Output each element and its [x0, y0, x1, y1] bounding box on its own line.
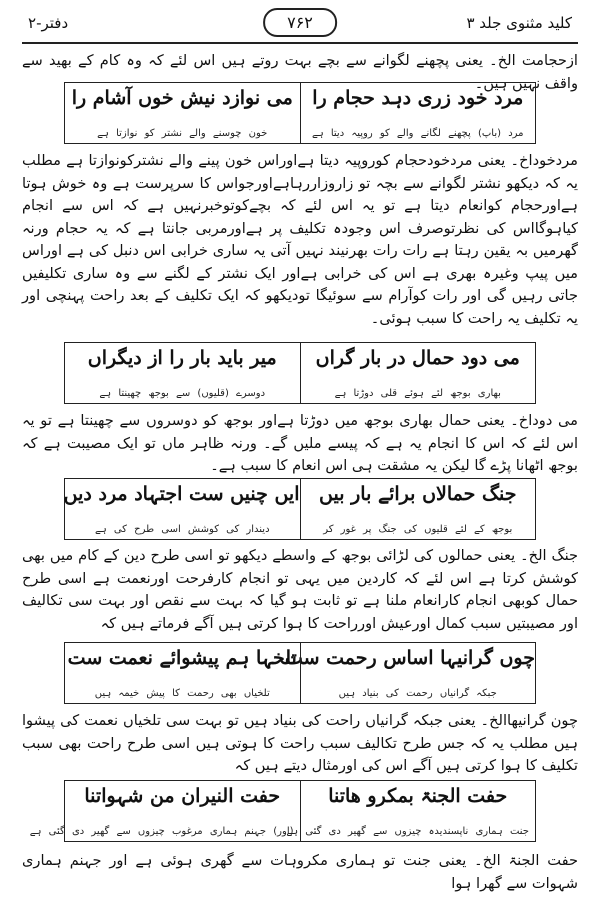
- verse-right-half: [301, 83, 536, 143]
- verse-text: می نوازد نیش خوں آشام را: [71, 87, 293, 109]
- verse-left-half: [65, 643, 301, 703]
- verse-translation: دوسرے (قلیوں) سے بوجھ چھینتا ہے: [99, 388, 266, 399]
- page-header: [22, 8, 578, 44]
- verse-translation: دیندار کی کوشش اسی طرح کی ہے: [94, 524, 270, 535]
- verse-text: می دود حمال در بار گراں: [315, 347, 520, 369]
- paragraph-2: مردخوداخ۔ یعنی مردخودحجام کوروپیہ دیتا ہےاوراس خون پینے والے نشترکونوازتا ہے مطلب یہ کہ دیکھو نشتر لگوانے سے بچہ تو زاروزاررہاہےاورجواس کا سرپرست ہے وہ خوش ہوتا ہےاورحجام کوانعام دیتا ہے تو یہ اس لئے کہ بچےکوتوخبرنہیں ہے کہ اس سے انجام کیاہوگااس کی نظرتوصرف اس وجودہ تکلیف پر ہےاورمربی جانتا ہے کہ یہ حجام ورنہ گھرمیں بہ یقین رہتا ہے رات رات بھرنیند نہیں آتی یہ ساری خرابی اس دنبل کی ہے اوراس میں پیپ وغیرہ بھری ہے اس کی خرابی ہےاور ایک نشتر کے لگنے سے وہ ساری تکلیفیں جاتی رہیں گی اور رات کوآرام سے سوئیگا تودیکھو کہ ایک تکلیف کے بعد راحت پہنچی اور یہ تکلیف یہ راحت کا سبب ہوئی۔: [22, 152, 578, 327]
- verse-couplet-5: [29, 780, 536, 842]
- verse-text: چوں گرانیہا اساس رحمت ست: [284, 647, 535, 669]
- paragraph-4: جنگ الخ۔ یعنی حمالوں کی لڑائی بوجھ کے واسطے دیکھو تو اسی طرح دین کے کام میں بھی کوشش کرتا ہے اس لئے کہ کاردین میں یہی تو انجام کارفرحت اورنعمت ہے اسی طرح حمال کوبھی انجام کارانعام ملنا ہے تو ثابت ہو گیا کہ بہت سے نقص اور بہت سی تکالیف اور مصیبتیں سبب کمال اورعیش اورراحت کا ہوا کرتی ہیں آگے فرماتے ہیں کہ: [22, 547, 578, 632]
- verse-right-half: [301, 479, 536, 539]
- verse-left-half: [65, 479, 301, 539]
- page-number: ۷۶۲: [263, 8, 337, 37]
- verse-translation: جنت ہماری ناپسندیدہ چیزوں سے گھیر دی گئی ہے: [286, 826, 529, 837]
- verse-translation: مرد (باپ) پچھنے لگانے والے کو روپیہ دیتا ہے: [311, 128, 524, 139]
- verse-couplet-2: [64, 342, 536, 404]
- verse-text: تلخہا ہم پیشوائے نعمت ست: [67, 647, 297, 669]
- paragraph-5: چون گرانیهاالخ۔ یعنی جبکہ گرانیاں راحت کی بنیاد ہیں تو بہت سی تلخیاں نعمت کی پیشوا ہیں مطلب یہ کہ جس طرح تکالیف سبب راحت کا ہوتی ہیں اسی طرح راحت بھی سبب تکلیف کا ہوا کرتی ہیں آگے اس کی اورمثال دیتے ہیں کہ: [22, 712, 578, 774]
- verse-right-half: [284, 643, 536, 703]
- verse-translation: بھاری بوجھ لئے ہوئے قلی دوڑتا ہے: [334, 388, 501, 399]
- verse-translation: خون چوسنے والے نشتر کو نوازتا ہے: [97, 128, 268, 139]
- verse-right-half: [286, 781, 536, 841]
- verse-left-half: [29, 781, 301, 841]
- verse-text: مرد خود زری دہد حجام را: [312, 87, 524, 109]
- verse-translation: جبکہ گرانیاں رحمت کی بنیاد ہیں: [338, 688, 497, 699]
- verse-couplet-1: [64, 82, 536, 144]
- verse-right-half: [301, 343, 536, 403]
- verse-left-half: [65, 83, 301, 143]
- verse-couplet-4: [64, 642, 536, 704]
- volume-label: دفتر-۲: [28, 14, 69, 32]
- verse-text: جنگ حمالاں برائے بار بیں: [319, 483, 517, 505]
- verse-left-half: [65, 343, 301, 403]
- book-title: کلید مثنوی جلد ۳: [466, 14, 572, 32]
- verse-text: حفت الجنۃ بمکرو ھاتنا: [328, 785, 508, 807]
- verse-text: ایں چنیں ست اجتہاد مرد دیں: [63, 483, 300, 505]
- verse-text: میر باید بار را از دیگراں: [87, 347, 277, 369]
- paragraph-1: ازحجامت الخ۔ یعنی پچھنے لگوانے سے بچے بہت روتے ہیں اس لئے کہ وہ کام کے بھید سے واقف نہیں ہیں۔: [22, 52, 578, 92]
- paragraph-3: می دوداخ۔ یعنی حمال بھاری بوجھ میں دوڑتا ہےاور بوجھ کو دوسروں سے چھینتا ہے تو یہ اس لئے کہ اس کا انجام یہ ہے کہ پیسے ملیں گے۔ ورنہ ظاہر ماں تو ایک مصیبت ہے کہ بوجھ اٹھانا پڑے گا لیکن یہ مشقت ہی اس انعام کا سبب ہے۔: [22, 412, 578, 474]
- verse-text: حفت النیران من شہواتنا: [84, 785, 281, 807]
- paragraph-6: حفت الجنۃ الخ۔ یعنی جنت تو ہماری مکروہات سے گھری ہوئی ہے اور جہنم ہماری شہوات سے گھرا ہوا: [22, 852, 578, 892]
- verse-couplet-3: [64, 478, 536, 540]
- verse-translation: (اور) جہنم ہماری مرغوب چیزوں سے گھیر دی گئی ہے: [29, 826, 294, 837]
- verse-translation: تلخیاں بھی رحمت کا پیش خیمہ ہیں: [94, 688, 270, 699]
- verse-translation: بوجھ کے لئے قلیوں کی جنگ پر غور کر: [323, 524, 513, 535]
